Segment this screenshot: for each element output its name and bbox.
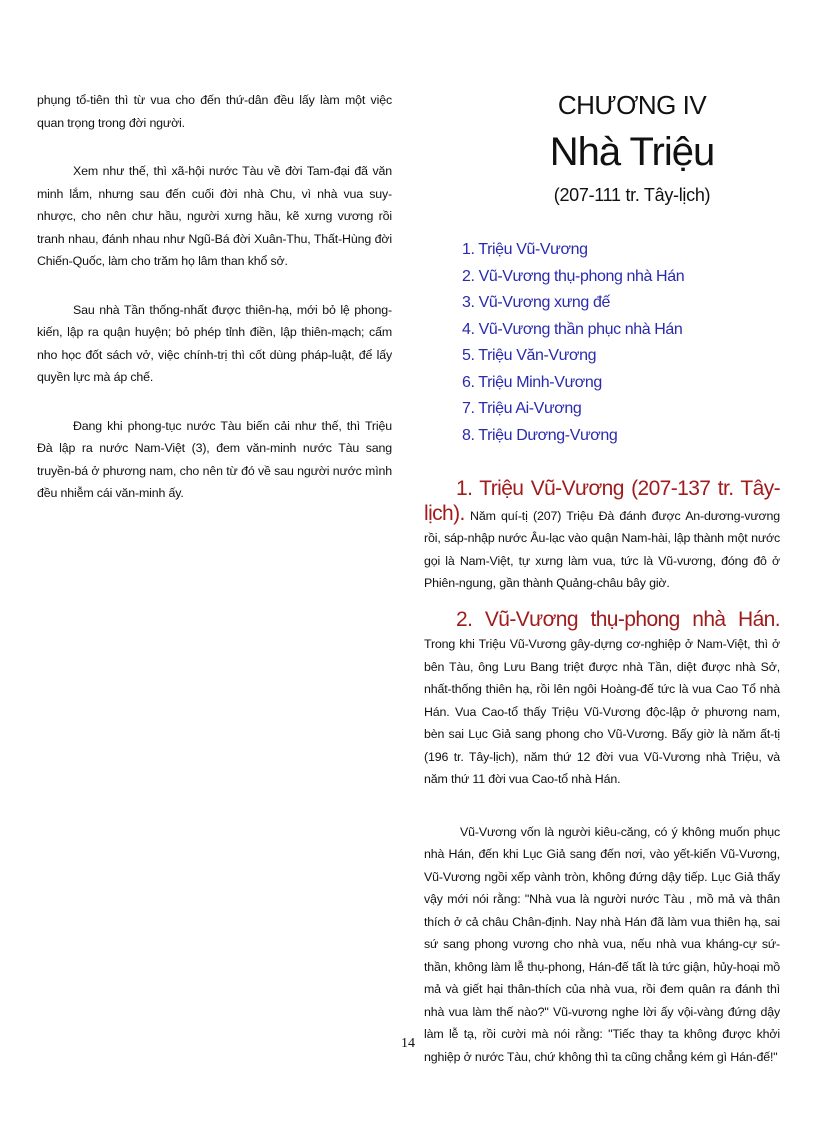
toc-item[interactable]: 4. Vũ-Vương thần phục nhà Hán	[462, 320, 683, 338]
chapter-subtitle: (207-111 tr. Tây-lịch)	[553, 185, 711, 205]
section-2-text: Trong khi Triệu Vũ-Vương gây-dựng cơ-nghiệp ở Nam-Việt, thì ở bên Tàu, ông Lưu Bang triệt được nhà Tần, diệt được nhà Sở, nhất-thống thiên hạ, rồi lên ngôi Hoàng-đế tức là vua Cao Tổ nhà Hán. Vua Cao-tổ thấy Triệu Vũ-Vương độc-lập ở phương nam, bèn sai Lục Giả sang phong cho Vũ-Vương. Bấy giờ là năm ất-tị (196 tr. Tây-lịch), năm thứ 12 đời vua Vũ-Vương nhà Triệu, và năm thứ 11 đời vua Cao-tổ nhà Hán.	[424, 637, 780, 786]
left-paragraph-1: phụng tổ-tiên thì từ vua cho đến thứ-dân đều lấy làm một việc quan trọng trong đời người.	[37, 93, 392, 130]
toc-item[interactable]: 5. Triệu Văn-Vương	[462, 347, 597, 364]
toc-item[interactable]: 8. Triệu Dương-Vương	[462, 426, 618, 444]
left-paragraph-2: Xem như thế, thì xã-hội nước Tàu về đời Tam-đại đã văn minh lắm, nhưng sau đến cuối đời nhà Chu, vì nhà vua suy-nhược, cho nên chư hầu, người xưng hầu, kẽ xưng vương rồi tranh nhau, đánh nhau như Ngũ-Bá đời Xuân-Thu, Thất-Hùng đời Chiến-Quốc, làm cho trăm họ lâm than khổ sở.	[37, 164, 392, 268]
section-2	[424, 609, 780, 791]
left-paragraph-3: Sau nhà Tần thống-nhất được thiên-hạ, mới bỏ lệ phong-kiến, lập ra quận huyện; bỏ phép tỉnh điền, lập thiên-mạch; cấm nho học đốt sách vở, việc chính-trị thì cốt dùng pháp-luật, để lấy quyền lực mà áp chế.	[37, 302, 392, 384]
left-paragraph-4: Đang khi phong-tục nước Tàu biến cải như thế, thì Triệu Đà lập ra nước Nam-Việt (3), đem văn-minh nước Tàu sang truyền-bá ở phương nam, cho nên từ đó về sau người nước mình đều nhiễm cái văn-minh ấy.	[37, 418, 392, 500]
toc-item[interactable]: 7. Triệu Ai-Vương	[462, 400, 582, 417]
section-1	[424, 478, 780, 595]
page-number: 14	[401, 1036, 415, 1051]
section-1-text: Năm quí-tị (207) Triệu Đà đánh được An-dương-vương rồi, sáp-nhập nước Âu-lạc vào quận Nam-hài, lập thành một nước gọi là Nam-Việt, tự xưng làm vua, tức là Vũ-vương, đóng đô ở Phiên-ngung, gần thành Quảng-châu bây giờ.	[424, 508, 780, 590]
chapter-title: Nhà Triệu	[549, 130, 715, 174]
toc-item[interactable]: 2. Vũ-Vương thụ-phong nhà Hán	[462, 267, 685, 285]
toc-item[interactable]: 1. Triệu Vũ-Vương	[462, 241, 588, 258]
table-of-contents	[462, 237, 780, 449]
right-column	[424, 88, 780, 1068]
chapter-label: CHƯƠNG IV	[557, 90, 707, 120]
toc-item[interactable]: 6. Triệu Minh-Vương	[462, 373, 602, 391]
section-1-heading: 1. Triệu Vũ-Vương (207-137 tr. Tây-lịch).	[424, 477, 780, 525]
toc-item[interactable]: 3. Vũ-Vương xưng đế	[462, 294, 610, 311]
left-column	[37, 89, 392, 531]
section-2-paragraph-2: Vũ-Vương vốn là người kiêu-căng, có ý không muốn phục nhà Hán, đến khi Lục Giả sang đến nơi, vào yết-kiến Vũ-Vương, Vũ-Vương ngồi xếp vành tròn, không đứng dậy tiếp. Lục Giả thấy vậy mới nói rằng: "Nhà vua là người nước Tàu , mồ mả và thân thích ở cả châu Chân-định. Nay nhà Hán đã làm vua thiên hạ, sai sứ sang phong vương cho nhà vua, nếu nhà vua kháng-cự sứ-thần, không làm lễ thụ-phong, Hán-đế tất là tức giận, hủy-hoại mồ mả và giết hại thân-thích của nhà vua, rồi đem quân ra đánh thì nhà vua làm thế nào?" Vũ-vương nghe lời ấy vội-vàng đứng dậy làm lễ tạ, rồi cười mà nói rằng: "Tiếc thay ta không được khởi nghiệp ở nước Tàu, chứ không thì ta cũng chẳng kém gì Hán-đế!"	[424, 824, 780, 1064]
section-2-heading: 2. Vũ-Vương thụ-phong nhà Hán.	[456, 607, 780, 631]
